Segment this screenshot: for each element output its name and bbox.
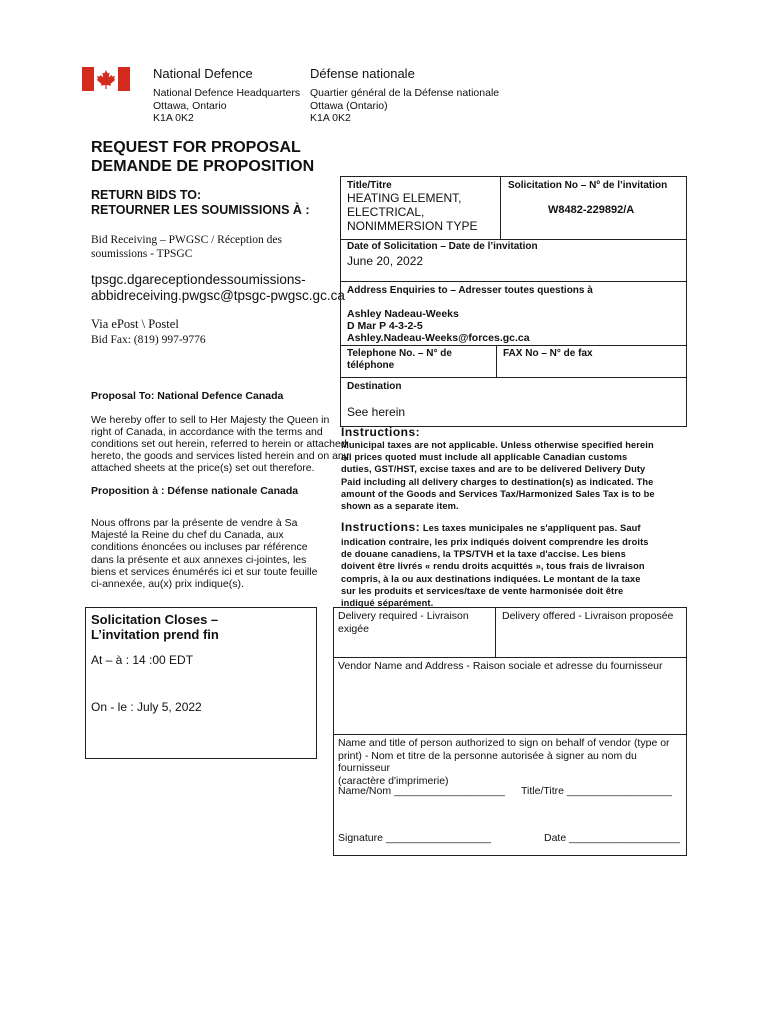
date-label: Date of Solicitation – Date de l’invitation [347, 241, 538, 252]
title-label: Title/Titre [347, 180, 392, 191]
vendor-box [333, 607, 687, 856]
contact-name: Ashley Nadeau-Weeks [347, 308, 459, 320]
delivery-offered-label: Delivery offered - Livraison proposée [502, 610, 674, 622]
bid-receiving [91, 234, 282, 261]
telephone-label: Telephone No. – N° de téléphone [347, 348, 452, 371]
offer-text-fr: Nous offrons par la présente de vendre à Sa Majesté la Reine du chef du Canada, aux conditions énoncées ou incluses par référence dans la présente et aux annexes ci-jointes, les biens et services énumérés ici et sur toute feuille ci-annexée, au(x) prix indique(s). [91, 517, 318, 591]
instructions-fr [341, 518, 691, 609]
document-title [91, 138, 314, 176]
destination-value: See herein [347, 405, 406, 419]
date-value: June 20, 2022 [347, 254, 424, 268]
return-bids-fr: RETOURNER LES SOUMISSIONS À : [91, 203, 310, 217]
destination-cell [341, 378, 687, 426]
vendor-name-cell[interactable] [334, 658, 687, 735]
contact-email[interactable]: Ashley.Nadeau-Weeks@forces.gc.ca [347, 332, 530, 344]
signature-field[interactable]: Signature __________________ [338, 832, 491, 844]
epost-line: Via ePost \ Postel [91, 317, 179, 331]
bid-email-line: tpsgc.dgareceptiondessoumissions- [91, 272, 306, 287]
phone-fax-row [341, 345, 687, 377]
dept-name-en: National Defence [153, 66, 253, 81]
instructions-title-en: Instructions: [341, 425, 421, 439]
instructions-fr-lead: Les taxes municipales ne s'appliquent pas. Sauf [420, 523, 641, 533]
solicitation-info-box [340, 176, 687, 427]
signer-cell [334, 735, 687, 855]
instructions-fr-body: indication contraire, les prix indiqués doivent comprendre les droits de douane canadiens, la TPS/TVH et la taxe d'accise. Les biens doivent être livrés « rendu droits acquittés », tous frais de livraison compris, à la ou aux destinations indiquées. Le montant de la taxe sur les produits et services/taxe de vente harmonisée doit être indiqué séparément. [341, 537, 649, 609]
date-field[interactable]: Date ___________________ [544, 832, 681, 844]
vendor-name-label: Vendor Name and Address - Raison sociale et adresse du fournisseur [338, 660, 663, 672]
bid-email-line: abbidreceiving.pwgsc@tpsgc-pwgsc.gc.ca [91, 288, 345, 303]
enquiries-label: Address Enquiries to – Adresser toutes questions à [347, 285, 593, 296]
bid-receiving-line: Bid Receiving – PWGSC / Réception des [91, 234, 283, 246]
closes-title [91, 612, 219, 642]
title-line-en: REQUEST FOR PROPOSAL [91, 139, 301, 156]
title-line-fr: DEMANDE DE PROPOSITION [91, 158, 315, 175]
address-fr [310, 87, 499, 125]
instructions-fr-first-line [341, 518, 691, 536]
instructions-en: Municipal taxes are not applicable. Unless otherwise specified herein all prices quoted must include all applicable Canadian customs duties, GST/HST, excise taxes and are to be delivered Delivery Duty Paid including all delivery charges to destination(s) as indicated. The amount of the Goods and Services Tax/Harmonized Sales Tax is to be shown as a separate item. [341, 440, 655, 512]
address-line: Quartier général de la Défense nationale [310, 87, 500, 99]
solicitation-cell [501, 177, 687, 240]
closing-time: At – à : 14 :00 EDT [91, 653, 194, 667]
return-bids-en: RETURN BIDS TO: [91, 188, 202, 202]
fax-label: FAX No – N° de fax [503, 348, 593, 359]
instructions-title-fr: Instructions: [341, 520, 421, 534]
address-line: National Defence Headquarters [153, 87, 301, 99]
bid-fax: Bid Fax: (819) 997-9776 [91, 334, 206, 346]
closes-title-fr: L’invitation prend fin [91, 627, 219, 642]
address-en [153, 87, 300, 125]
bid-email[interactable] [91, 272, 345, 304]
contact-office: D Mar P 4-3-2-5 [347, 320, 423, 332]
title-field[interactable]: Title/Titre __________________ [521, 785, 673, 797]
address-line: K1A 0K2 [153, 112, 194, 124]
solicitation-number: W8482-229892/A [548, 204, 635, 216]
canada-flag-icon [82, 67, 130, 91]
bid-receiving-line: soumissions - TPSGC [91, 247, 193, 260]
delivery-offered-cell[interactable] [496, 608, 687, 658]
return-bids-heading [91, 188, 310, 218]
telephone-cell [341, 346, 497, 377]
delivery-required-cell[interactable] [334, 608, 496, 658]
proposal-to-fr: Proposition à : Défense nationale Canada [91, 485, 299, 497]
address-line: Ottawa, Ontario [153, 99, 227, 112]
address-line: Ottawa (Ontario) [310, 99, 388, 112]
destination-label: Destination [347, 381, 402, 392]
title-cell [341, 177, 501, 240]
signer-label: Name and title of person authorized to sign on behalf of vendor (type or print) - Nom et titre de la personne autorisée à signer au nom du fournisseur (caractère d'imprimerie) [338, 737, 670, 787]
solicitation-label: Solicitation No – Nº de l’invitation [508, 180, 668, 191]
delivery-required-label: Delivery required - Livraison exigée [338, 610, 469, 635]
name-field[interactable]: Name/Nom ___________________ [338, 785, 505, 797]
enquiries-cell [341, 282, 687, 378]
date-cell [341, 240, 687, 282]
closing-date: On - le : July 5, 2022 [91, 700, 202, 714]
solicitation-closes-box [85, 607, 317, 759]
proposal-to-en: Proposal To: National Defence Canada [91, 390, 284, 402]
address-line: K1A 0K2 [310, 112, 351, 124]
offer-text-en: We hereby offer to sell to Her Majesty the Queen in right of Canada, in accordance with the terms and conditions set out herein, referred to herein or attached hereto, the goods and services listed herein and on any attached sheets at the price(s) set out therefore. [91, 414, 350, 474]
dept-name-fr: Défense nationale [310, 66, 415, 81]
closes-title-en: Solicitation Closes – [91, 612, 219, 627]
title-value: HEATING ELEMENT, ELECTRICAL, NONIMMERSION TYPE [347, 191, 478, 233]
